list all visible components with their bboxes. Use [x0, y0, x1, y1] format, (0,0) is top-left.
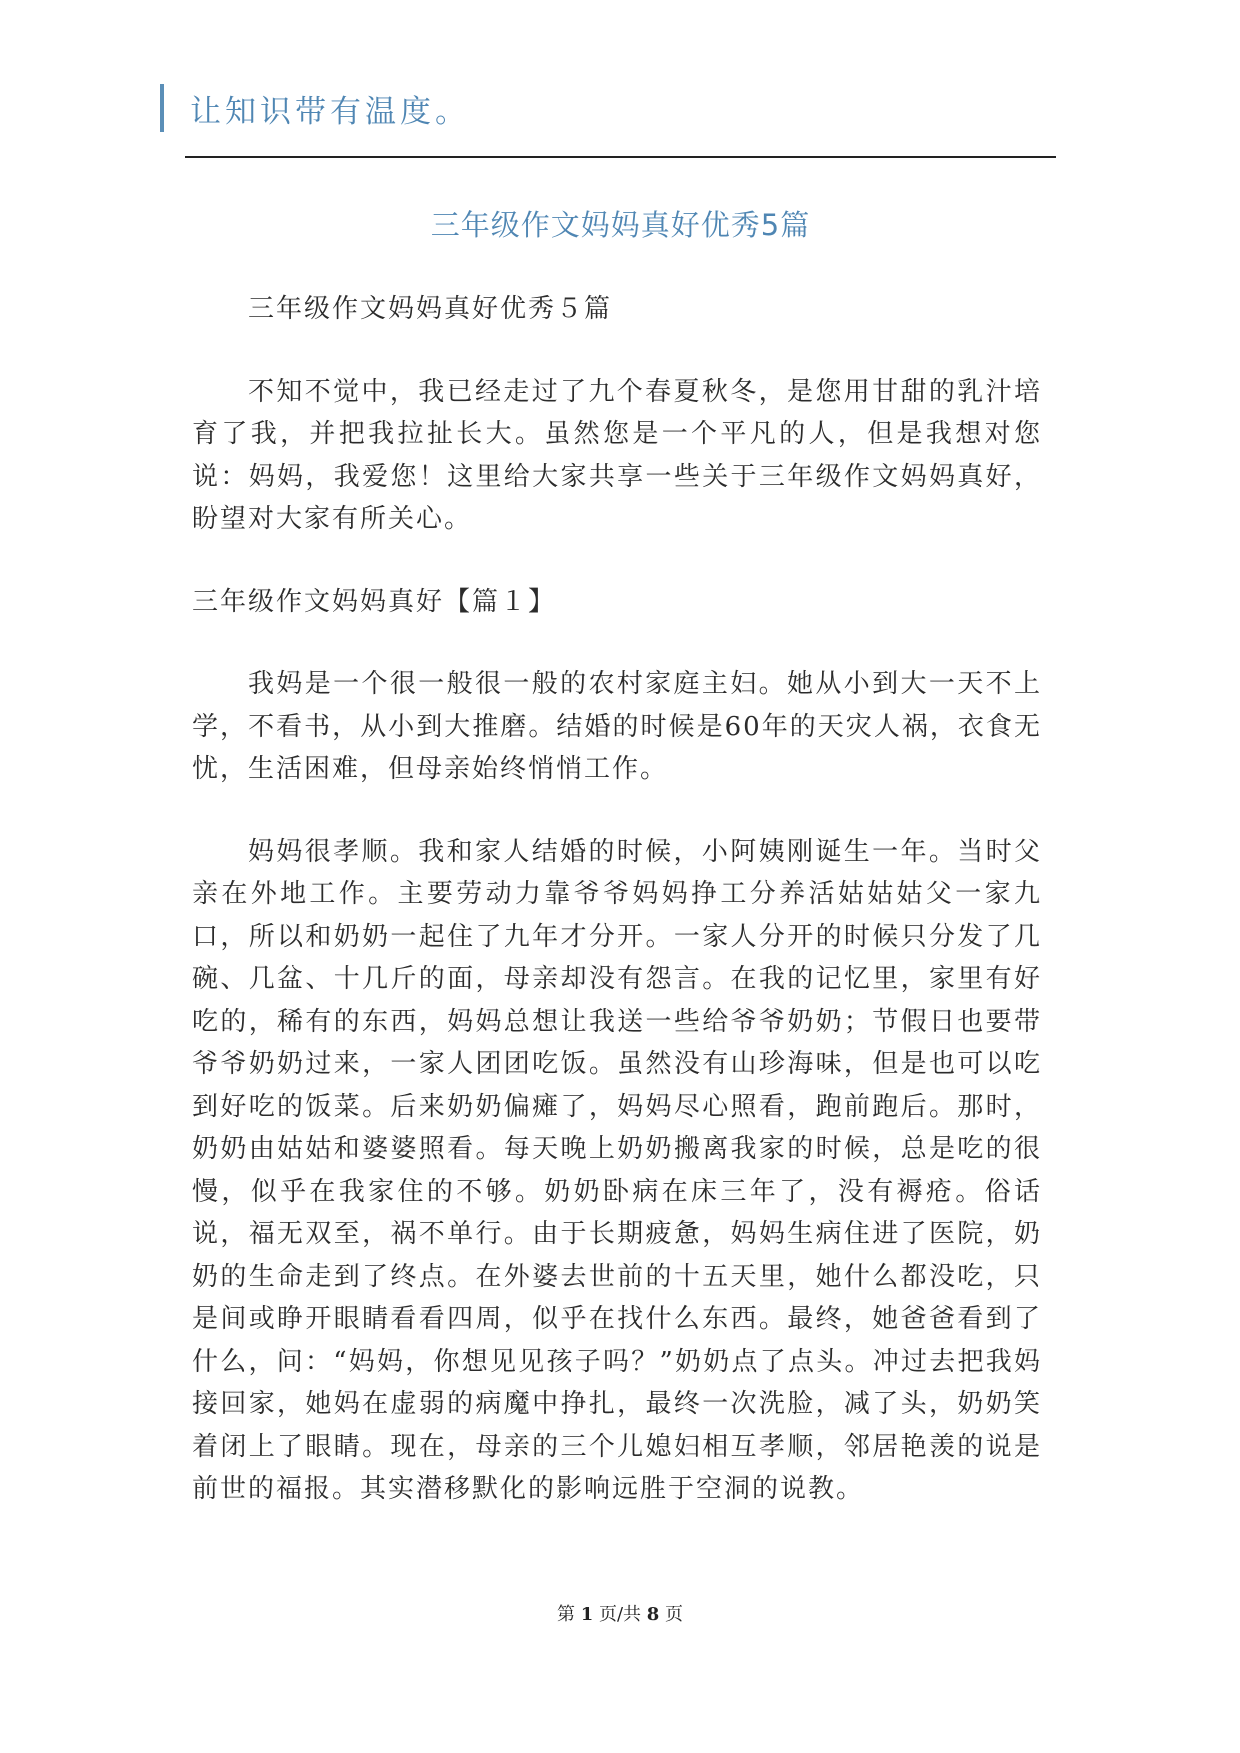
page-footer [0, 1600, 1240, 1626]
footer-middle: 页/共 [598, 1604, 642, 1625]
body-paragraph-1: 我妈是一个很一般很一般的农村家庭主妇。她从小到大一天不上学，不看书，从小到大推磨。结婚的时候是60年的天灾人祸，衣食无忧，生活困难，但母亲始终悄悄工作。 [192, 669, 1042, 784]
footer-prefix: 第 [556, 1604, 575, 1625]
section-heading: 三年级作文妈妈真好【篇１】 [192, 586, 557, 617]
document-subtitle: 三年级作文妈妈真好优秀５篇 [248, 294, 613, 324]
footer-current-page: 1 [580, 1604, 594, 1625]
header-divider [185, 156, 1056, 158]
intro-paragraph: 不知不觉中，我已经走过了九个春夏秋冬，是您用甘甜的乳汁培育了我，并把我拉扯长大。虽然您是一个平凡的人，但是我想对您说：妈妈，我爱您！这里给大家共享一些关于三年级作文妈妈真好，盼望对大家有所关心。 [192, 376, 1042, 534]
header-accent-bar [160, 84, 164, 132]
footer-total-pages: 8 [646, 1604, 660, 1625]
footer-suffix: 页 [665, 1604, 684, 1625]
document-body [192, 288, 1042, 1551]
header-slogan: 让知识带有温度。 [190, 93, 470, 130]
document-title: 三年级作文妈妈真好优秀5篇 [430, 208, 811, 242]
body-paragraph-2: 妈妈很孝顺。我和家人结婚的时候，小阿姨刚诞生一年。当时父亲在外地工作。主要劳动力靠爷爷妈妈挣工分养活姑姑姑父一家九口，所以和奶奶一起住了九年才分开。一家人分开的时候只分发了几碗、几盆、十几斤的面，母亲却没有怨言。在我的记忆里，家里有好吃的，稀有的东西，妈妈总想让我送一些给爷爷奶奶；节假日也要带爷爷奶奶过来，一家人团团吃饭。虽然没有山珍海味，但是也可以吃到好吃的饭菜。后来奶奶偏瘫了，妈妈尽心照看，跑前跑后。那时，奶奶由姑姑和婆婆照看。每天晚上奶奶搬离我家的时候，总是吃的很慢，似乎在我家住的不够。奶奶卧病在床三年了，没有褥疮。俗话说，福无双至，祸不单行。由于长期疲惫，妈妈生病住进了医院，奶奶的生命走到了终点。在外婆去世前的十五天里，她什么都没吃，只是间或睁开眼睛看看四周，似乎在找什么东西。最终，她爸爸看到了什么，问：“妈妈，你想见见孩子吗？”奶奶点了点头。冲过去把我妈接回家，她妈在虚弱的病魔中挣扎，最终一次洗脸，减了头，奶奶笑着闭上了眼睛。现在，母亲的三个儿媳妇相互孝顺，邻居艳羡的说是前世的福报。其实潜移默化的影响远胜于空洞的说教。 [192, 836, 1042, 1504]
page-header [160, 84, 470, 132]
